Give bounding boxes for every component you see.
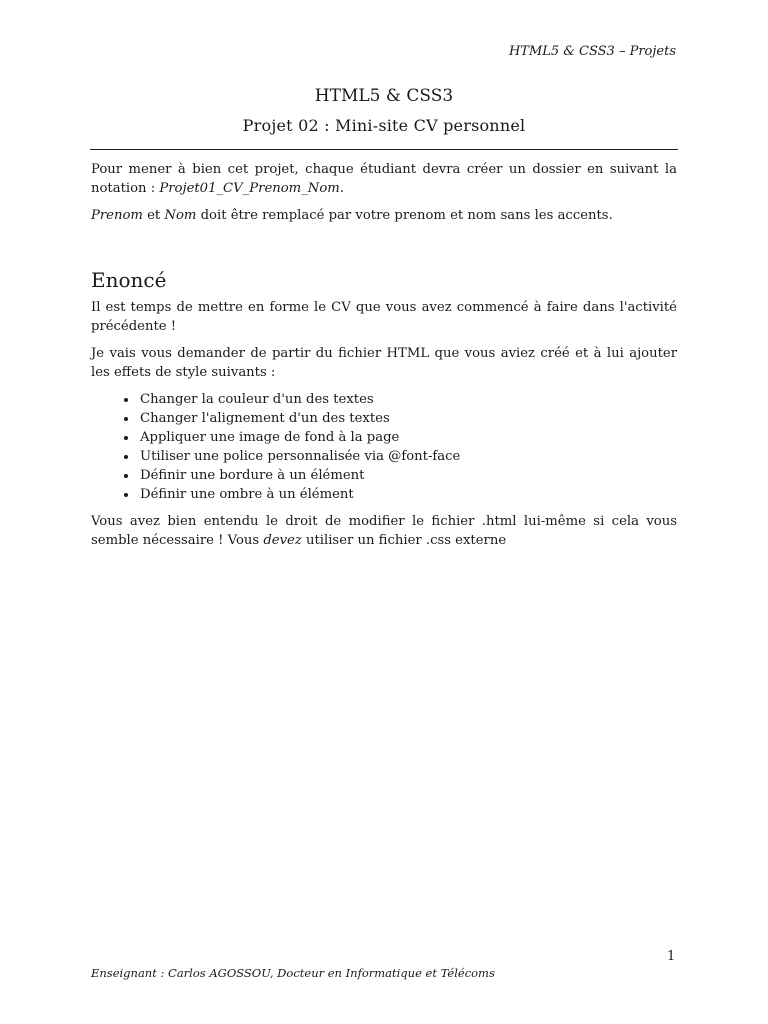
intro-paragraph-2 [91, 206, 677, 225]
list-item: • Définir une ombre à un élément [138, 485, 677, 504]
section-paragraph-2: Je vais vous demander de partir du fichier HTML que vous aviez créé et à lui ajouter les effets de style suivants : [91, 346, 677, 380]
intro-p1-notation: Projet01_CV_Prenom_Nom [159, 181, 340, 196]
effects-list [91, 390, 677, 504]
intro-p1-text: Pour mener à bien cet projet, chaque étudiant devra créer un dossier en suivant la notation : [91, 162, 677, 196]
footer-teacher: Enseignant : Carlos AGOSSOU, Docteur en Informatique et Télécoms [91, 966, 495, 980]
intro-p2-nom: Nom [164, 208, 197, 223]
document-subtitle: Projet 02 : Mini-site CV personnel [242, 116, 526, 135]
running-header: HTML5 & CSS3 – Projets [508, 44, 676, 59]
intro-p2-prenom: Prenom [91, 208, 143, 223]
section-heading: Enoncé [91, 268, 167, 292]
document-title: HTML5 & CSS3 [314, 86, 454, 106]
section-p3-start: Vous avez bien entendu le droit de modifier le fichier .html lui-même si cela vous semble nécessaire ! Vous [91, 514, 677, 548]
section-p3-end: utiliser un fichier .css externe [301, 533, 507, 548]
page-number: 1 [667, 949, 676, 964]
list-item: • Définir une bordure à un élément [138, 466, 677, 485]
title-divider [90, 149, 678, 150]
list-item: • Appliquer une image de fond à la page [138, 428, 677, 447]
list-item: • Utiliser une police personnalisée via @font-face [138, 447, 677, 466]
section-p3-emphasis: devez [263, 533, 302, 548]
list-item: • Changer l'alignement d'un des textes [138, 409, 677, 428]
list-item: • Changer la couleur d'un des textes [138, 390, 677, 409]
intro-p1-end: . [339, 181, 344, 196]
intro-p2-et: et [142, 208, 165, 223]
document-body [91, 160, 677, 558]
intro-paragraph-1 [91, 160, 677, 198]
title-block [90, 86, 678, 135]
section-paragraph-3 [91, 512, 677, 550]
intro-p2-rest: doit être remplacé par votre prenom et nom sans les accents. [196, 208, 613, 223]
section-paragraph-1: Il est temps de mettre en forme le CV que vous avez commencé à faire dans l'activité précédente ! [91, 300, 677, 334]
